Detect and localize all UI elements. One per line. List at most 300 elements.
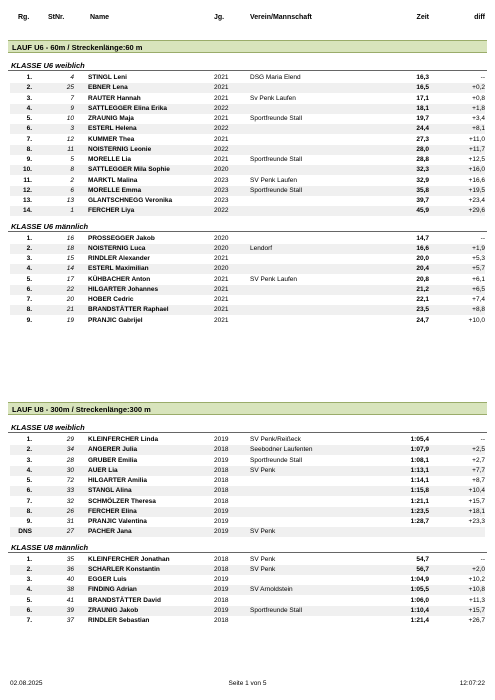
time: 1:15,8	[410, 487, 429, 495]
header-name: Name	[90, 14, 110, 21]
time: 1:21,1	[410, 497, 429, 505]
start-number: 32	[66, 497, 74, 505]
time-diff: +16,6	[468, 176, 485, 184]
start-number: 8	[70, 166, 74, 174]
athlete-name: FERCHER Liya	[88, 207, 135, 215]
athlete-name: ANGERER Julia	[88, 446, 138, 454]
club: SV Arnoldstein	[250, 586, 293, 594]
time-diff: --	[480, 555, 485, 563]
birth-year: 2021	[214, 316, 229, 324]
rank: 5.	[26, 115, 32, 122]
start-number: 13	[66, 197, 74, 204]
club: Sportfreunde Stall	[250, 156, 303, 163]
time-diff: +10,8	[468, 586, 485, 594]
time-diff: +5,7	[472, 265, 485, 273]
result-row	[10, 616, 485, 626]
birth-year: 2021	[214, 306, 229, 314]
birth-year: 2018	[214, 555, 229, 563]
rank: 2.	[26, 84, 32, 92]
time: 1:04,9	[410, 576, 429, 583]
rank: 8.	[26, 145, 32, 153]
birth-year: 2019	[214, 507, 229, 515]
birth-year: 2019	[214, 576, 229, 583]
time: 16,6	[416, 244, 429, 252]
athlete-name: STINGL Leni	[88, 74, 127, 81]
time-diff: +1,9	[472, 244, 485, 252]
club: SV Penk	[250, 466, 276, 474]
rank: 7.	[26, 135, 32, 143]
start-number: 36	[66, 565, 74, 573]
club: Lendorf	[250, 244, 273, 252]
birth-year: 2018	[214, 565, 229, 573]
time-diff: +11,7	[469, 145, 485, 153]
rank: 9.	[26, 518, 32, 525]
athlete-name: SATTLEGGER Elina Erika	[88, 104, 167, 112]
klasse-heading: KLASSE U6 männlich	[8, 221, 487, 232]
start-number: 40	[66, 576, 74, 583]
time-diff: +8,8	[472, 306, 485, 314]
birth-year: 2020	[214, 234, 229, 242]
footer-page: Seite 1 von 5	[228, 680, 267, 687]
start-number: 17	[66, 275, 74, 283]
rank: 7.	[26, 296, 32, 303]
klasse-heading: KLASSE U8 weiblich	[8, 422, 487, 433]
rank: 14.	[22, 207, 32, 215]
athlete-name: RAUTER Hannah	[88, 94, 141, 102]
time-diff: +7,4	[472, 296, 485, 303]
birth-year: 2019	[214, 586, 229, 594]
athlete-name: ZRAUNIG Maja	[88, 115, 134, 122]
rank: 1.	[26, 555, 32, 563]
start-number: 38	[66, 586, 74, 594]
time-diff: +10,0	[468, 316, 485, 324]
rank: 9.	[26, 316, 32, 324]
start-number: 37	[66, 617, 74, 624]
time-diff: +0,8	[472, 94, 485, 102]
start-number: 29	[66, 436, 74, 443]
rank: 3.	[26, 94, 32, 102]
rank: 5.	[26, 275, 32, 283]
time-diff: +11,3	[469, 596, 485, 604]
result-row	[10, 295, 485, 305]
club: DSG Maria Elend	[250, 74, 301, 81]
athlete-name: ESTERL Maximilian	[88, 265, 149, 273]
athlete-name: MORELLE Lia	[88, 156, 131, 163]
start-number: 35	[66, 555, 74, 563]
time: 1:06,0	[410, 596, 429, 604]
birth-year: 2019	[214, 456, 229, 464]
header-jg: Jg.	[214, 14, 225, 21]
result-row	[10, 456, 485, 466]
rank: 5.	[26, 477, 32, 484]
athlete-name: ZRAUNIG Jakob	[88, 606, 139, 614]
time-diff: +15,7	[468, 497, 485, 505]
time: 1:21,4	[410, 617, 429, 624]
result-row	[10, 517, 485, 527]
club: SV Penk	[250, 528, 276, 536]
time-diff: +5,3	[472, 255, 485, 262]
result-row	[10, 275, 485, 285]
athlete-name: HILGARTER Amilia	[88, 477, 147, 484]
start-number: 72	[66, 477, 74, 484]
time-diff: +15,7	[468, 606, 485, 614]
athlete-name: KLEINFERCHER Jonathan	[88, 555, 170, 563]
club: Sportfreunde Stall	[250, 456, 303, 464]
birth-year: 2018	[214, 596, 229, 604]
time-diff: +3,4	[472, 115, 485, 122]
rank: 6.	[26, 606, 32, 614]
athlete-name: SATTLEGGER Mila Sophie	[88, 166, 170, 174]
time-diff: +23,3	[468, 518, 485, 525]
result-row	[10, 476, 485, 486]
birth-year: 2020	[214, 265, 229, 273]
athlete-name: ESTERL Helena	[88, 125, 137, 133]
birth-year: 2021	[214, 115, 229, 122]
time-diff: +2,5	[472, 446, 485, 454]
start-number: 11	[67, 145, 74, 153]
athlete-name: RINDLER Alexander	[88, 255, 150, 262]
time: 17,1	[416, 94, 429, 102]
rank: 3.	[26, 576, 32, 583]
rank: 3.	[26, 255, 32, 262]
athlete-name: EGGER Luis	[88, 576, 127, 583]
time: 19,7	[416, 115, 429, 122]
result-row	[10, 73, 485, 83]
birth-year: 2020	[214, 166, 229, 174]
time-diff: +10,4	[468, 487, 485, 495]
time: 28,8	[416, 156, 429, 163]
athlete-name: SCHARLER Konstantin	[88, 565, 160, 573]
time: 32,3	[416, 166, 429, 174]
result-row	[10, 497, 485, 507]
athlete-name: PACHER Jana	[88, 528, 132, 536]
time: 1:13,1	[410, 466, 429, 474]
start-number: 39	[66, 606, 74, 614]
header-stnr: StNr.	[48, 14, 65, 21]
birth-year: 2018	[214, 487, 229, 495]
time-diff: +2,0	[472, 565, 485, 573]
birth-year: 2021	[214, 84, 229, 92]
rank: 3.	[26, 456, 32, 464]
time: 28,0	[416, 145, 429, 153]
result-row	[10, 145, 485, 155]
time: 20,4	[416, 265, 429, 273]
athlete-name: AUER Lia	[88, 466, 118, 474]
athlete-name: BRANDSTÄTTER Raphael	[88, 306, 169, 314]
athlete-name: KLEINFERCHER Linda	[88, 436, 159, 443]
birth-year: 2022	[214, 145, 229, 153]
result-row	[10, 606, 485, 616]
start-number: 25	[66, 84, 74, 92]
time: 16,5	[416, 84, 429, 92]
time-diff: +8,1	[472, 125, 485, 133]
start-number: 14	[66, 265, 74, 273]
time-diff: +0,2	[472, 84, 485, 92]
athlete-name: RINDLER Sebastian	[88, 617, 150, 624]
time-diff: +7,7	[472, 466, 485, 474]
start-number: 6	[70, 186, 74, 194]
start-number: 33	[66, 487, 74, 495]
result-row	[10, 527, 485, 537]
rank: 7.	[26, 497, 32, 505]
rank: 12.	[22, 186, 32, 194]
athlete-name: MARKTL Malina	[88, 176, 138, 184]
start-number: 7	[70, 94, 74, 102]
time: 24,4	[416, 125, 429, 133]
athlete-name: PRANJIC Gabrijel	[88, 316, 143, 324]
result-row	[10, 555, 485, 565]
birth-year: 2019	[214, 606, 229, 614]
birth-year: 2022	[214, 104, 229, 112]
birth-year: 2021	[214, 296, 229, 303]
rank: 1.	[26, 234, 32, 242]
result-row	[10, 466, 485, 476]
athlete-name: NOISTERNIG Leonie	[88, 145, 152, 153]
result-row	[10, 244, 485, 254]
athlete-name: BRANDSTÄTTER David	[88, 596, 161, 604]
result-row	[10, 507, 485, 517]
time: 14,7	[416, 234, 429, 242]
birth-year: 2021	[214, 74, 229, 81]
time: 56,7	[416, 565, 429, 573]
club: Sportfreunde Stall	[250, 186, 303, 194]
birth-year: 2021	[214, 135, 229, 143]
result-row	[10, 316, 485, 326]
birth-year: 2021	[214, 285, 229, 293]
birth-year: 2018	[214, 497, 229, 505]
time: 18,1	[416, 104, 429, 112]
result-row	[10, 254, 485, 264]
athlete-name: PROSSEGGER Jakob	[88, 234, 155, 242]
athlete-name: MORELLE Emma	[88, 186, 142, 194]
result-row	[10, 165, 485, 175]
athlete-name: HILGARTER Johannes	[88, 285, 159, 293]
time-diff: --	[480, 74, 485, 81]
result-row	[10, 285, 485, 295]
header-zeit: Zeit	[416, 14, 429, 21]
time-diff: +12,5	[468, 156, 485, 163]
athlete-name: HOBER Cedric	[88, 296, 134, 303]
rank: 4.	[26, 466, 32, 474]
result-row	[10, 94, 485, 104]
start-number: 22	[66, 285, 74, 293]
time: 16,3	[416, 74, 429, 81]
club: Sv Penk Laufen	[250, 94, 296, 102]
rank: 10.	[22, 166, 32, 174]
rank: 4.	[26, 104, 32, 112]
rank: 6.	[26, 487, 32, 495]
time-diff: +23,4	[468, 197, 485, 204]
club: Seebodner Laufenten	[250, 446, 313, 454]
result-row	[10, 155, 485, 165]
time: 1:07,9	[410, 446, 429, 454]
start-number: 31	[66, 518, 74, 525]
header-diff: diff	[474, 14, 485, 21]
start-number: 41	[66, 596, 74, 604]
start-number: 12	[66, 135, 74, 143]
start-number: 34	[66, 446, 74, 454]
time: 20,8	[416, 275, 429, 283]
result-row	[10, 176, 485, 186]
start-number: 27	[66, 528, 74, 536]
rank: 6.	[26, 125, 32, 133]
time: 1:23,5	[410, 507, 429, 515]
result-row	[10, 585, 485, 595]
athlete-name: KÜHBACHER Anton	[88, 275, 151, 283]
time: 21,2	[416, 285, 429, 293]
birth-year: 2021	[214, 275, 229, 283]
time: 39,7	[416, 197, 429, 204]
lauf-heading: LAUF U8 - 300m / Streckenlänge:300 m	[8, 402, 487, 415]
result-row	[10, 435, 485, 445]
time: 1:28,7	[410, 518, 429, 525]
time-diff: +11,0	[469, 135, 485, 143]
result-row	[10, 114, 485, 124]
rank: 2.	[26, 244, 32, 252]
time-diff: +6,1	[472, 275, 485, 283]
athlete-name: STANGL Alina	[88, 487, 132, 495]
birth-year: 2018	[214, 446, 229, 454]
result-row	[10, 565, 485, 575]
birth-year: 2018	[214, 477, 229, 484]
athlete-name: NOISTERNIG Luca	[88, 244, 146, 252]
time: 1:05,5	[410, 586, 429, 594]
birth-year: 2019	[214, 518, 229, 525]
time: 20,0	[416, 255, 429, 262]
result-row	[10, 186, 485, 196]
athlete-name: EBNER Lena	[88, 84, 128, 92]
start-number: 5	[70, 156, 74, 163]
birth-year: 2023	[214, 197, 229, 204]
club: SV Penk	[250, 555, 276, 563]
rank: 7.	[26, 617, 32, 624]
athlete-name: PRANJIC Valentina	[88, 518, 147, 525]
time-diff: --	[480, 234, 485, 242]
time: 23,5	[416, 306, 429, 314]
birth-year: 2021	[214, 94, 229, 102]
rank: 1.	[26, 74, 32, 81]
rank: 4.	[26, 586, 32, 594]
club: Sportfreunde Stall	[250, 115, 303, 122]
klasse-heading: KLASSE U8 männlich	[8, 542, 487, 553]
club: SV Penk Laufen	[250, 275, 297, 283]
birth-year: 2018	[214, 466, 229, 474]
time: 35,8	[416, 186, 429, 194]
footer-date: 02.08.2025	[10, 680, 43, 687]
start-number: 3	[70, 125, 74, 133]
time-diff: +2,7	[472, 456, 485, 464]
time: 54,7	[416, 555, 429, 563]
time-diff: +19,5	[468, 186, 485, 194]
time: 1:10,4	[410, 606, 429, 614]
athlete-name: GLANTSCHNEGG Veronika	[88, 197, 173, 204]
header-verein: Verein/Mannschaft	[250, 14, 312, 21]
time-diff: +1,8	[472, 104, 485, 112]
start-number: 9	[70, 104, 74, 112]
rank: 2.	[26, 565, 32, 573]
rank: 4.	[26, 265, 32, 273]
time: 32,9	[416, 176, 429, 184]
result-row	[10, 575, 485, 585]
result-row	[10, 196, 485, 206]
birth-year: 2018	[214, 617, 229, 624]
club: SV Penk/Reißeck	[250, 436, 301, 443]
time: 45,9	[416, 207, 429, 215]
start-number: 21	[66, 306, 74, 314]
birth-year: 2022	[214, 125, 229, 133]
athlete-name: KUMMER Thea	[88, 135, 135, 143]
athlete-name: SCHMÖLZER Theresa	[88, 497, 156, 505]
footer-time: 12:07:22	[459, 680, 485, 687]
result-row	[10, 135, 485, 145]
athlete-name: GRUBER Emilia	[88, 456, 138, 464]
result-row	[10, 104, 485, 114]
rank: 9.	[26, 156, 32, 163]
club: SV Penk Laufen	[250, 176, 297, 184]
time-diff: +10,2	[468, 576, 485, 583]
rank: 1.	[26, 436, 32, 443]
start-number: 16	[66, 234, 74, 242]
time: 22,1	[416, 296, 429, 303]
athlete-name: FINDING Adrian	[88, 586, 137, 594]
birth-year: 2021	[214, 156, 229, 163]
time: 27,3	[416, 135, 429, 143]
result-row	[10, 445, 485, 455]
result-row	[10, 124, 485, 134]
rank: DNS	[18, 528, 32, 536]
column-header	[10, 14, 485, 26]
birth-year: 2019	[214, 436, 229, 443]
rank: 2.	[26, 446, 32, 454]
rank: 6.	[26, 285, 32, 293]
start-number: 26	[66, 507, 74, 515]
time-diff: +29,6	[468, 207, 485, 215]
page-footer	[10, 680, 485, 690]
rank: 5.	[26, 596, 32, 604]
time-diff: +8,7	[472, 477, 485, 484]
time: 1:08,1	[410, 456, 429, 464]
birth-year: 2023	[214, 176, 229, 184]
result-row	[10, 486, 485, 496]
start-number: 19	[66, 316, 74, 324]
time-diff: +6,5	[472, 285, 485, 293]
time-diff: --	[480, 436, 485, 443]
birth-year: 2022	[214, 207, 229, 215]
start-number: 4	[70, 74, 74, 81]
time: 24,7	[416, 316, 429, 324]
time-diff: +26,7	[468, 617, 485, 624]
klasse-heading: KLASSE U6 weiblich	[8, 60, 487, 71]
birth-year: 2021	[214, 255, 229, 262]
result-row	[10, 305, 485, 315]
result-row	[10, 264, 485, 274]
result-row	[10, 83, 485, 93]
start-number: 20	[66, 296, 74, 303]
time: 1:05,4	[410, 436, 429, 443]
lauf-heading: LAUF U6 - 60m / Streckenlänge:60 m	[8, 40, 487, 53]
start-number: 28	[66, 456, 74, 464]
start-number: 18	[66, 244, 74, 252]
birth-year: 2023	[214, 186, 229, 194]
result-row	[10, 596, 485, 606]
rank: 8.	[26, 306, 32, 314]
result-row	[10, 234, 485, 244]
rank: 11.	[23, 176, 32, 184]
birth-year: 2019	[214, 528, 229, 536]
athlete-name: FERCHER Elina	[88, 507, 137, 515]
birth-year: 2020	[214, 244, 229, 252]
start-number: 15	[66, 255, 74, 262]
